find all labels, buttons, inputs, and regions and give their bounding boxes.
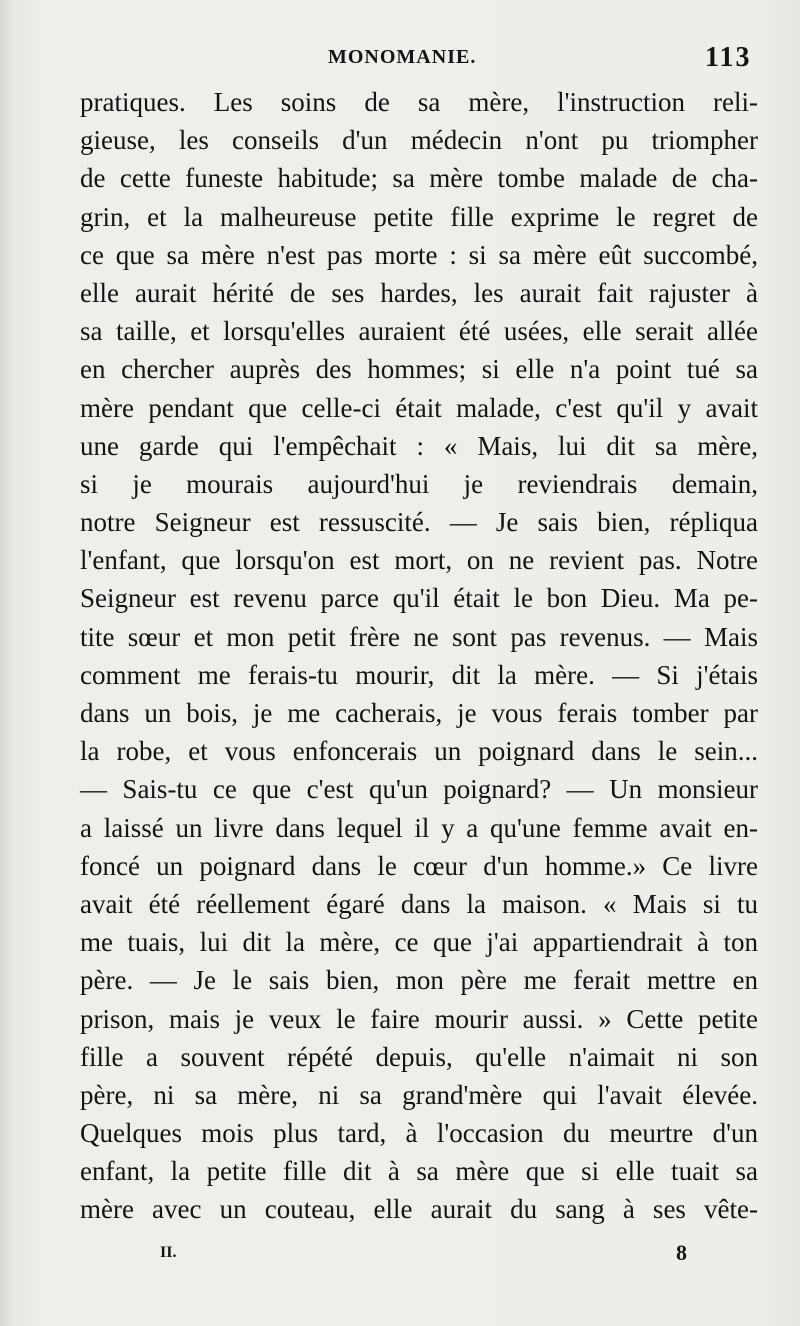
text-line: tite sœur et mon petit frère ne sont pas revenus. — Mais [80,621,758,652]
text-line: la robe, et vous enfoncerais un poignard dans le sein... [80,736,758,767]
sheet-number: 8 [676,1240,687,1265]
text-line: a laissé un livre dans lequel il y a qu'une femme avait en- [80,812,758,843]
text-line: — Sais-tu ce que c'est qu'un poignard? — Un monsieur [80,774,758,805]
running-title: MONOMANIE. [328,46,477,68]
text-line: foncé un poignard dans le cœur d'un homme.» Ce livre [80,850,758,881]
text-line: si je mourais aujourd'hui je reviendrais demain, [80,468,758,499]
text-line: gieuse, les conseils d'un médecin n'ont pu triompher [80,125,758,156]
text-line: dans un bois, je me cacherais, je vous ferais tomber par [80,698,758,728]
text-line: pratiques. Les soins de sa mère, l'instruction reli- [80,87,758,117]
text-line: mère avec un couteau, elle aurait du sang à ses vête- [80,1194,758,1225]
text-line: mère pendant que celle-ci était malade, c'est qu'il y avait [80,392,758,423]
text-line: une garde qui l'empêchait : « Mais, lui dit sa mère, [80,430,758,461]
text-line: ce que sa mère n'est pas morte : si sa mère eût succombé, [80,239,758,270]
signature-mark: II. [160,1244,177,1261]
text-line: notre Seigneur est ressuscité. — Je sais bien, répliqua [80,507,758,538]
text-line: de cette funeste habitude; sa mère tombe malade de cha- [80,163,758,194]
body-text [80,83,758,1229]
text-line: grin, et la malheureuse petite fille exprime le regret de [80,201,758,232]
text-line: elle aurait hérité de ses hardes, les aurait fait rajuster à [80,277,758,308]
text-line: fille a souvent répété depuis, qu'elle n'aimait ni son [80,1041,758,1072]
text-line: comment me ferais-tu mourir, dit la mère. — Si j'étais [80,659,758,690]
text-line: prison, mais je veux le faire mourir aussi. » Cette petite [80,1003,758,1034]
text-line: Quelques mois plus tard, à l'occasion du meurtre d'un [80,1118,758,1149]
text-line: l'enfant, que lorsqu'on est mort, on ne revient pas. Notre [80,545,758,576]
page-footer [0,1240,800,1274]
text-line: père. — Je le sais bien, mon père me ferait mettre en [80,965,758,996]
page-number: 113 [705,42,752,73]
text-line: en chercher auprès des hommes; si elle n'a point tué sa [80,354,758,385]
text-line: sa taille, et lorsqu'elles auraient été usées, elle serait allée [80,316,758,347]
text-line: avait été réellement égaré dans la maison. « Mais si tu [80,888,758,919]
text-line: Seigneur est revenu parce qu'il était le bon Dieu. Ma pe- [80,583,758,614]
text-line: me tuais, lui dit la mère, ce que j'ai appartiendrait à ton [80,927,758,958]
text-line: père, ni sa mère, ni sa grand'mère qui l'avait élevée. [80,1079,758,1110]
running-head [0,44,800,80]
text-line: enfant, la petite fille dit à sa mère que si elle tuait sa [80,1156,758,1187]
